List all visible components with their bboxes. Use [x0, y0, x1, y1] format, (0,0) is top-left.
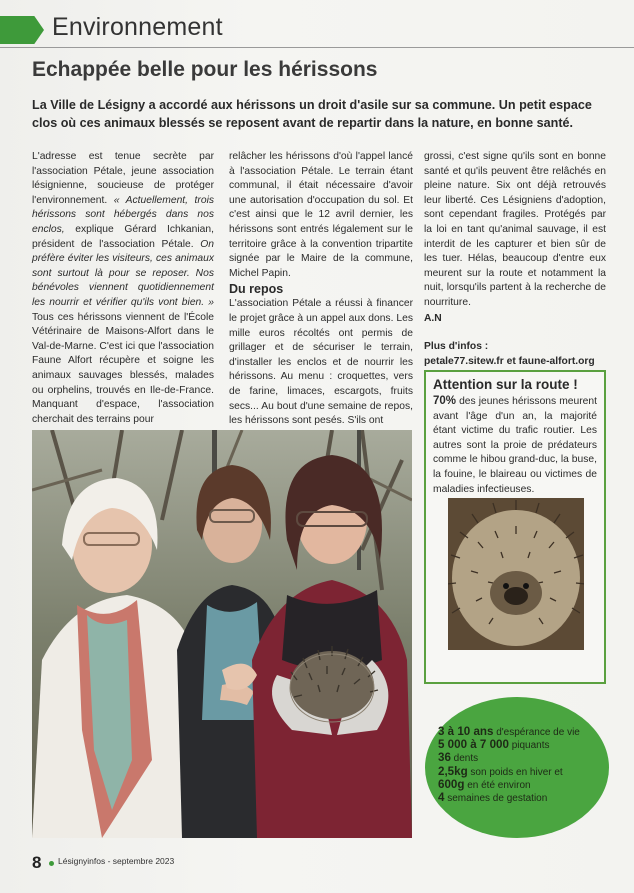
stat-label: d'espérance de vie: [493, 727, 580, 738]
stat-value: 4: [438, 791, 445, 805]
stats-ellipse: [425, 697, 609, 838]
stat-value: 600g: [438, 777, 465, 791]
stat-value: 2,5kg: [438, 764, 468, 778]
stat-value: 5 000 à 7 000: [438, 738, 509, 752]
subheading-du-repos: Du repos: [229, 282, 284, 297]
alert-percentage: 70%: [433, 395, 457, 407]
hedgehog-illustration: [448, 498, 584, 650]
stat-value: 3 à 10 ans: [438, 725, 494, 738]
stat-summer-weight: [438, 779, 606, 792]
publication-name: Lésignyinfos - septembre 2023: [58, 856, 175, 866]
stat-value: 36: [438, 751, 451, 765]
photo-curled-hedgehog: [448, 498, 584, 650]
body-text: L'association Pétale a réussi à financer le projet grâce à un appel aux dons. Les mille euros récoltés ont permis de grillager et de sécuriser le terrain, d'installer les enclos et de nourrir les hérissons. Au menu : croquettes, vers de farine, limaces, escargots, fruits secs... Au bout d'une semaine de repos, les hérissons sont pesés. S'ils ont: [229, 298, 413, 427]
section-label: Environnement: [52, 13, 223, 41]
stat-gestation: [438, 792, 606, 805]
section-tab-arrow: [0, 16, 44, 44]
quote: « Actuellement, trois hérissons sont hébergés dans nos enclos,: [32, 194, 215, 235]
body-column-2: [229, 150, 413, 429]
stats-list: [438, 726, 606, 805]
body-text: relâcher les hérissons d'où l'appel lancé à l'association Pétale. Le terrain étant communal, il était nécessaire d'avoir une autorisation d'occupation du sol. Et c'est ainsi que le 12 avril dernier, les hérissons sont entrés légalement sur le territoire grâce à la convention tripartite signée par le Maire de la commune, Michel Papin.: [229, 151, 413, 279]
page-number: 8: [32, 853, 42, 872]
quote: On préfère éviter les visiteurs, ces animaux sont surtout là pour se reposer. Nos bénévoles viennent quotidiennement les nourrir et vérifier qu'ils vont bien. »: [32, 238, 214, 308]
article-lead: La Ville de Lésigny a accordé aux hérissons un droit d'asile sur sa commune. Un petit espace clos où ces animaux blessés se reposent avant de repartir dans la nature, en bonne santé.: [32, 98, 592, 130]
stat-spines: [438, 739, 606, 752]
body-column-1: [32, 150, 214, 427]
author-signature: A.N: [424, 312, 442, 324]
stat-label: piquants: [508, 740, 550, 752]
alert-text: des jeunes hérissons meurent avant l'âge d'un an, la majorité étant victime du trafic routier. Les autres sont la proie de prédateurs comme le hibou grand-duc, la buse, la fouine, le blaireau ou victimes de maladies infectieuses.: [433, 396, 597, 495]
body-text: L'adresse est tenue secrète par l'association Pétale, jeune association lésignienne, soucieuse de protéger l'environnement.: [32, 151, 214, 206]
alert-body: [433, 394, 597, 497]
body-text: Tous ces hérissons viennent de l'École Vétérinaire de Maisons-Alfort dans le Val-de-Marne. C'est ici que l'association Faune Alfort récupère et soigne les animaux sauvages blessés, malades ou orphelins, trouvés en Ile-de-France. Manquant d'espace, l'association cherchait des terrains pour: [32, 311, 214, 425]
footer-bullet: [49, 861, 54, 866]
body-text: grossi, c'est signe qu'ils sont en bonne santé et qu'ils peuvent être relâchés en pleine nature. Six ont déjà retrouvés leur liberté. Ces Lésigniens d'adoption, sont cependant fragiles. Protégés par la loi en tant qu'animal sauvage, il est interdit de les capturer et bien sûr de les tuer. Hélas, beaucoup d'entre eux meurent sur la route et notamment la nuit, lorsqu'ils partent à la recherche de nourriture.: [424, 151, 606, 308]
photo-illustration: [32, 430, 412, 838]
alert-box-road-danger: [424, 370, 606, 684]
header-rule: [0, 47, 634, 48]
alert-title: Attention sur la route !: [433, 377, 578, 392]
photo-women-holding-hedgehog: [32, 430, 412, 838]
infos-label: Plus d'infos :: [424, 341, 489, 353]
stat-label: semaines de gestation: [444, 793, 548, 805]
stat-label: en été environ: [464, 779, 531, 791]
body-text: explique Gérard Ichkanian, président de l'association Pétale.: [32, 223, 214, 250]
infos-links[interactable]: petale77.sitew.fr et faune-alfort.org: [424, 355, 595, 367]
article-headline: Echappée belle pour les hérissons: [32, 58, 378, 81]
stat-label: dents: [450, 753, 479, 765]
body-column-3: [424, 150, 606, 369]
stat-label: son poids en hiver et: [467, 766, 563, 778]
